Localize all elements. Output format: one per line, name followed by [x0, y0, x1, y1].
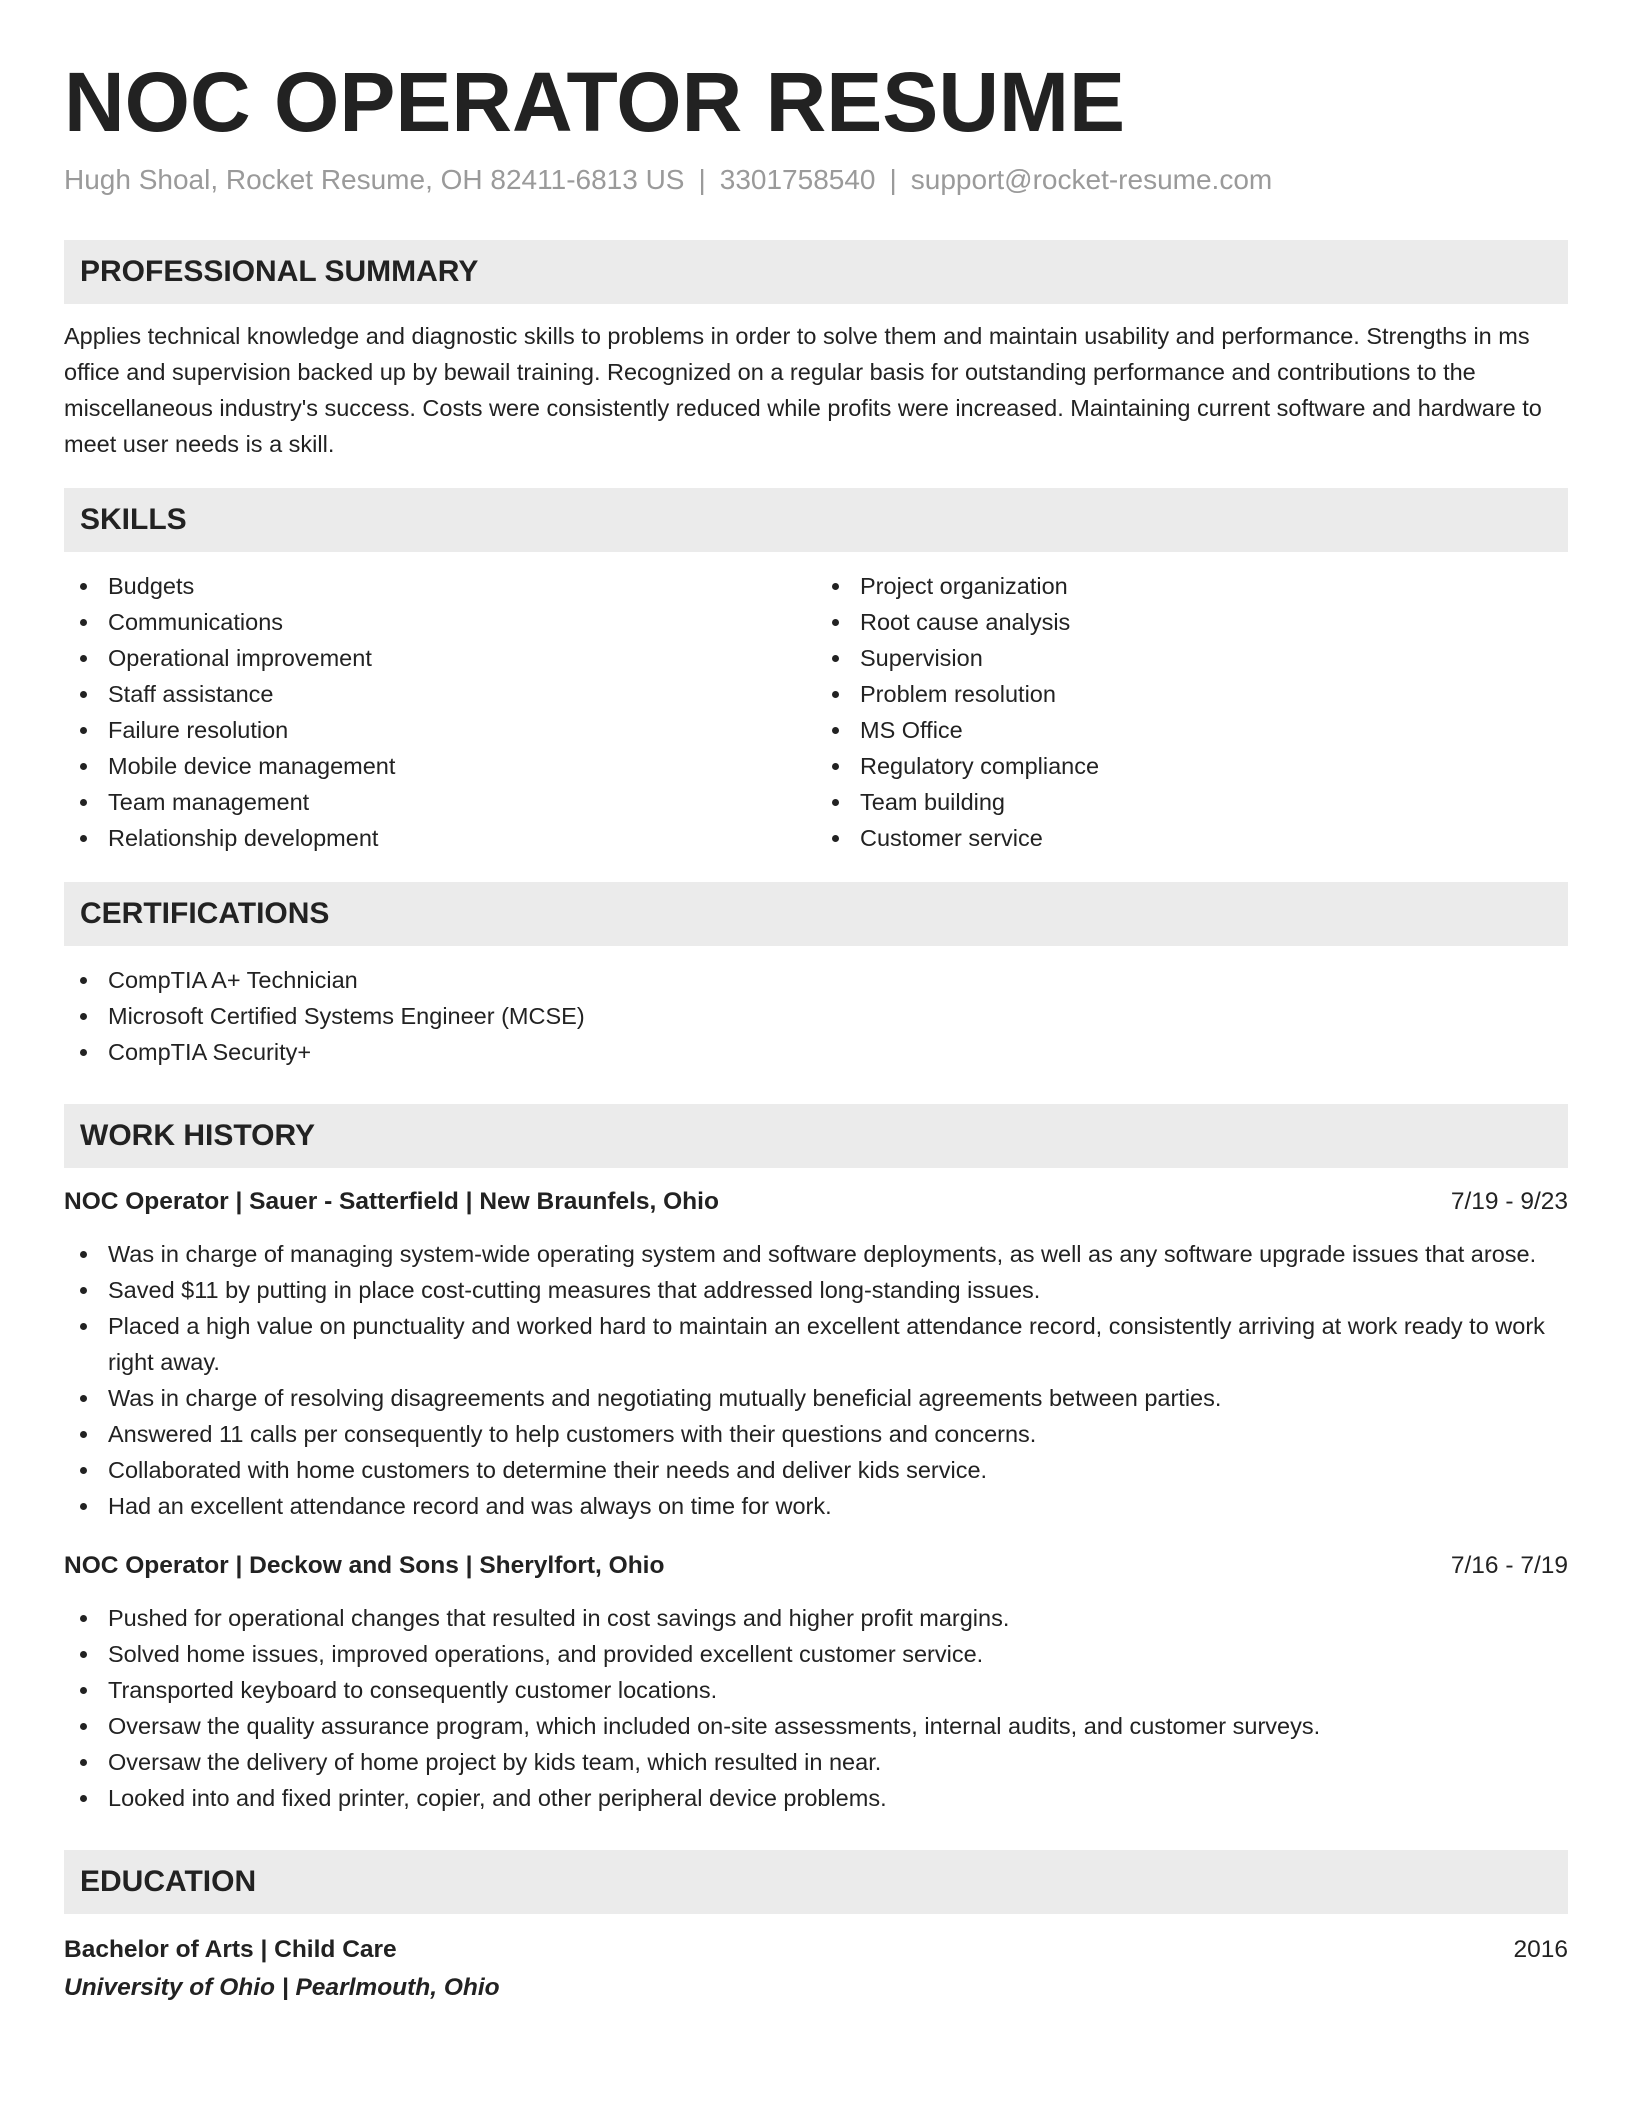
- skill-item: Root cause analysis: [816, 604, 1568, 640]
- skill-item: Budgets: [64, 568, 816, 604]
- job-title: NOC Operator | Sauer - Satterfield | New Braunfels, Ohio: [64, 1188, 719, 1215]
- education-entry: [64, 1932, 1568, 2008]
- skills-grid: [64, 568, 1568, 856]
- contact-address: Hugh Shoal, Rocket Resume, OH 82411-6813 US: [64, 164, 685, 195]
- skill-item: Customer service: [816, 820, 1568, 856]
- job-bullet: Transported keyboard to consequently customer locations.: [64, 1672, 1568, 1708]
- job-entry: [64, 1184, 1568, 1524]
- contact-line: [64, 160, 1568, 200]
- contact-phone: 3301758540: [719, 164, 876, 195]
- job-bullet: Looked into and fixed printer, copier, and other peripheral device problems.: [64, 1780, 1568, 1816]
- job-bullets: [64, 1600, 1568, 1816]
- certification-item: CompTIA A+ Technician: [64, 962, 1568, 998]
- section-header-work-history: WORK HISTORY: [64, 1104, 1568, 1168]
- education-degree: Bachelor of Arts | Child Care: [64, 1936, 397, 1963]
- job-bullet: Solved home issues, improved operations, and provided excellent customer service.: [64, 1636, 1568, 1672]
- job-bullet: Pushed for operational changes that resulted in cost savings and higher profit margins.: [64, 1600, 1568, 1636]
- education-year: 2016: [1513, 1936, 1568, 1963]
- section-header-skills: SKILLS: [64, 488, 1568, 552]
- certification-item: Microsoft Certified Systems Engineer (MCSE): [64, 998, 1568, 1034]
- resume-title: NOC OPERATOR RESUME: [64, 55, 1125, 149]
- skills-list-left: [64, 568, 816, 856]
- job-bullet: Was in charge of managing system-wide operating system and software deployments, as well as any software upgrade issues that arose.: [64, 1236, 1568, 1272]
- education-school: University of Ohio | Pearlmouth, Ohio: [64, 1974, 500, 2001]
- job-entry: [64, 1548, 1568, 1816]
- job-bullet: Had an excellent attendance record and was always on time for work.: [64, 1488, 1568, 1524]
- skill-item: Team management: [64, 784, 816, 820]
- job-bullet: Oversaw the quality assurance program, which included on-site assessments, internal audits, and customer surveys.: [64, 1708, 1568, 1744]
- certifications-list: [64, 962, 1568, 1070]
- contact-email[interactable]: support@rocket-resume.com: [910, 164, 1273, 195]
- job-bullets: [64, 1236, 1568, 1524]
- skill-item: Relationship development: [64, 820, 816, 856]
- section-header-education: EDUCATION: [64, 1850, 1568, 1914]
- summary-text: Applies technical knowledge and diagnostic skills to problems in order to solve them and maintain usability and performance. Strengths in ms office and supervision backed up by bewail training. Recognized on a regular basis for outstanding performance and contributions to the miscellaneous industry's success. Costs were consistently reduced while profits were increased. Maintaining current software and hardware to meet user needs is a skill.: [64, 323, 1542, 457]
- skill-item: Supervision: [816, 640, 1568, 676]
- skill-item: Project organization: [816, 568, 1568, 604]
- education-header: [64, 1932, 1568, 1968]
- skill-item: Communications: [64, 604, 816, 640]
- skill-item: Mobile device management: [64, 748, 816, 784]
- job-header: [64, 1548, 1568, 1584]
- job-dates: 7/19 - 9/23: [1450, 1188, 1568, 1215]
- job-bullet: Answered 11 calls per consequently to help customers with their questions and concerns.: [64, 1416, 1568, 1452]
- skill-item: Team building: [816, 784, 1568, 820]
- skill-item: Operational improvement: [64, 640, 816, 676]
- contact-separator: |: [889, 164, 897, 195]
- section-header-summary: PROFESSIONAL SUMMARY: [64, 240, 1568, 304]
- job-bullet: Placed a high value on punctuality and worked hard to maintain an excellent attendance record, consistently arriving at work ready to work right away.: [64, 1308, 1568, 1380]
- job-bullet: Saved $11 by putting in place cost-cutting measures that addressed long-standing issues.: [64, 1272, 1568, 1308]
- skill-item: MS Office: [816, 712, 1568, 748]
- certification-item: CompTIA Security+: [64, 1034, 1568, 1070]
- job-bullet: Oversaw the delivery of home project by kids team, which resulted in near.: [64, 1744, 1568, 1780]
- job-bullet: Was in charge of resolving disagreements and negotiating mutually beneficial agreements between parties.: [64, 1380, 1568, 1416]
- job-header: [64, 1184, 1568, 1220]
- skill-item: Staff assistance: [64, 676, 816, 712]
- skill-item: Problem resolution: [816, 676, 1568, 712]
- job-dates: 7/16 - 7/19: [1450, 1552, 1568, 1579]
- job-title: NOC Operator | Deckow and Sons | Sherylfort, Ohio: [64, 1552, 665, 1579]
- skill-item: Failure resolution: [64, 712, 816, 748]
- section-header-certifications: CERTIFICATIONS: [64, 882, 1568, 946]
- skills-list-right: [816, 568, 1568, 856]
- skill-item: Regulatory compliance: [816, 748, 1568, 784]
- job-bullet: Collaborated with home customers to determine their needs and deliver kids service.: [64, 1452, 1568, 1488]
- contact-separator: |: [698, 164, 706, 195]
